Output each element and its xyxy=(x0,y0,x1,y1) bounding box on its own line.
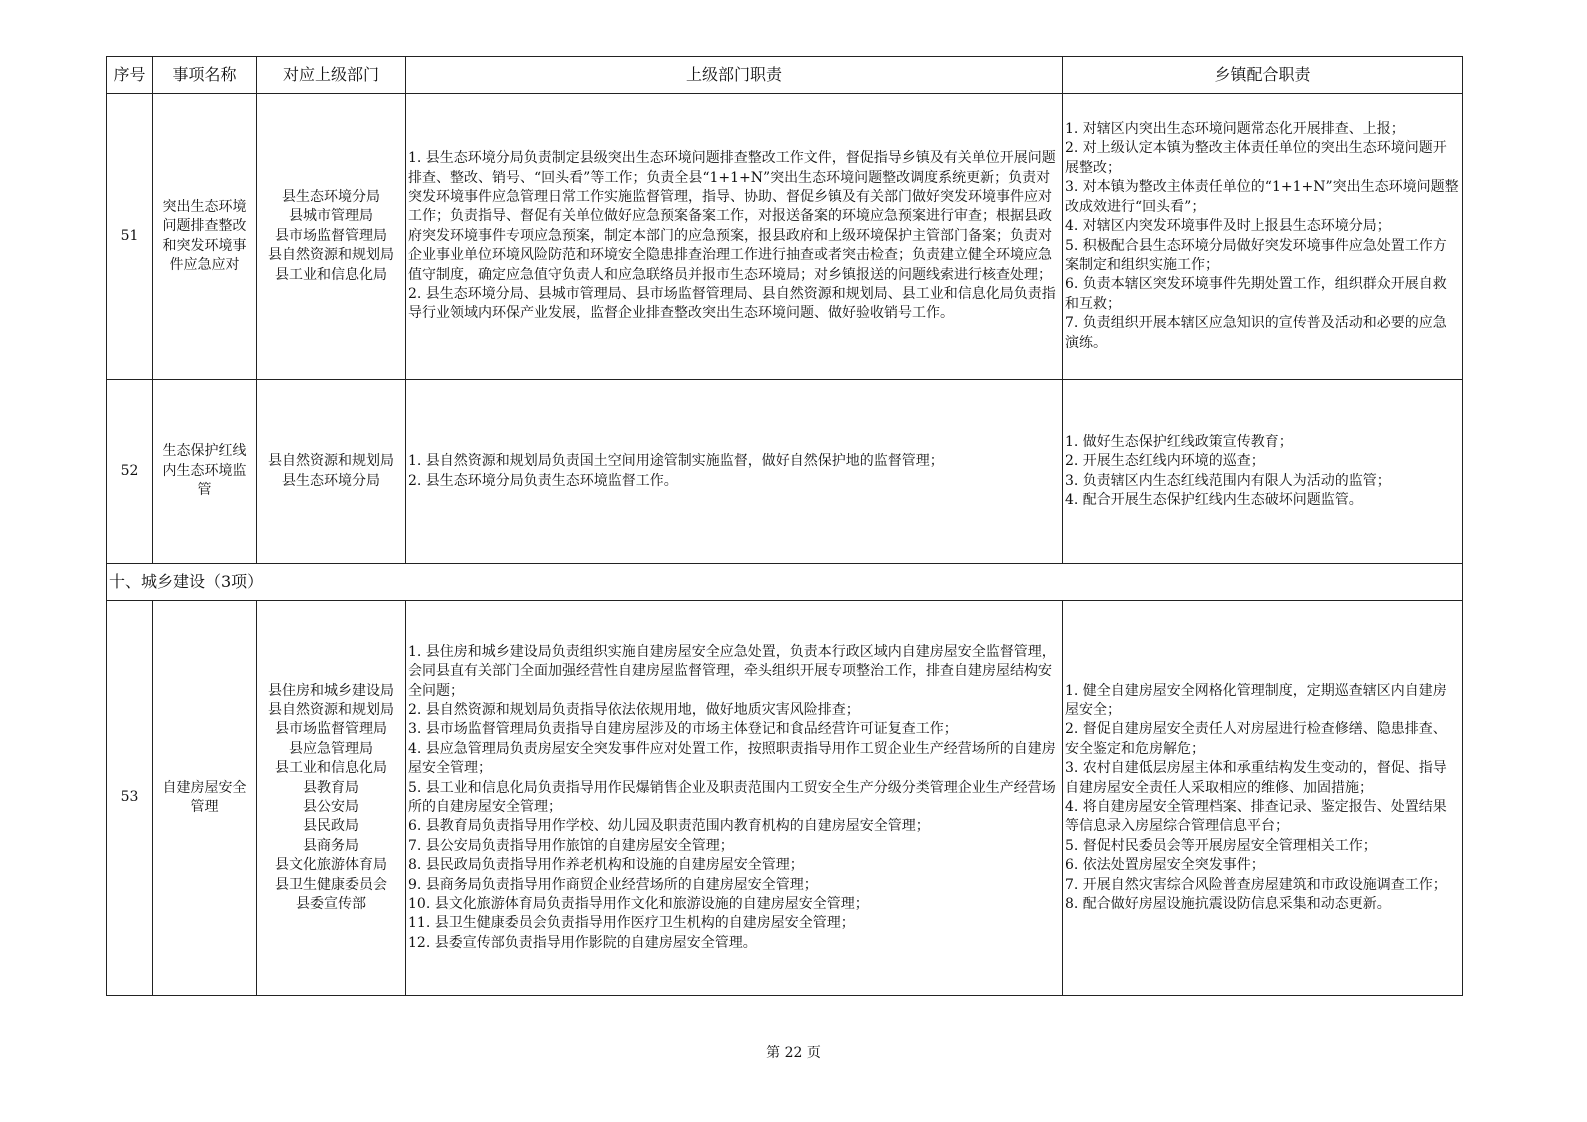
row-number: 51 xyxy=(107,94,153,380)
duty-item: 1. 县生态环境分局负责制定县级突出生态环境问题排查整改工作文件，督促指导乡镇及有关单位开展问题排查、整改、销号、“回头看”等工作；负责全县“1+1+N”突出生态环境问题整改调度系统更新；负责对突发环境事件应急管理日常工作实施监督管理，指导、协助、督促乡镇及有关部门做好突发环境事件应对工作；负责指导、督促有关单位做好应急预案备案工作，对报送备案的环境应急预案进行审查；根据县政府突发环境事件专项应急预案，制定本部门的应急预案，报县政府和上级环境保护主管部门备案；负责对企业事业单位环境风险防范和环境安全隐患排查治理工作进行抽查或者突击检查；负责建立健全环境应急值守制度，确定应急值守负责人和应急联络员并报市生态环境局；对乡镇报送的问题线索进行核查处理； xyxy=(408,150,1056,283)
section-title: 十、城乡建设（3项） xyxy=(107,564,1463,601)
header-dept: 对应上级部门 xyxy=(257,57,406,94)
dept-name: 县市场监督管理局 xyxy=(275,227,387,244)
duty-item: 8. 县民政局负责指导用作养老机构和设施的自建房屋安全管理； xyxy=(408,857,804,874)
upper-duty-cell xyxy=(406,94,1063,380)
duty-item: 2. 县生态环境分局、县城市管理局、县市场监督管理局、县自然资源和规划局、县工业和信息化局负责指导行业领域内环保产业发展，监督企业排查整改突出生态环境问题、做好验收销号工作。 xyxy=(408,286,1056,322)
duty-item: 6. 县教育局负责指导用作学校、幼儿园及职责范围内教育机构的自建房屋安全管理； xyxy=(408,818,930,835)
header-no: 序号 xyxy=(107,57,153,94)
item-name xyxy=(153,380,257,564)
dept-name: 县教育局 xyxy=(303,779,359,796)
duty-item: 5. 县工业和信息化局负责指导用作民爆销售企业及职责范围内工贸安全生产分级分类管理企业生产经营场所的自建房屋安全管理； xyxy=(408,779,1056,815)
header-upper-duty: 上级部门职责 xyxy=(406,57,1063,94)
duty-item: 1. 做好生态保护红线政策宣传教育； xyxy=(1065,433,1293,450)
header-item-name: 事项名称 xyxy=(153,57,257,94)
upper-duty-cell xyxy=(406,601,1063,996)
duty-item: 11. 县卫生健康委员会负责指导用作医疗卫生机构的自建房屋安全管理； xyxy=(408,915,855,932)
dept-name: 县商务局 xyxy=(303,837,359,854)
dept-name: 县卫生健康委员会 xyxy=(275,876,387,893)
dept-name: 县委宣传部 xyxy=(296,896,366,913)
dept-cell xyxy=(257,601,406,996)
page-number: 第 22 页 xyxy=(766,1045,821,1061)
dept-name: 县自然资源和规划局 xyxy=(268,247,394,264)
dept-cell xyxy=(257,94,406,380)
dept-name: 县住房和城乡建设局 xyxy=(268,682,394,699)
duty-item: 5. 督促村民委员会等开展房屋安全管理相关工作； xyxy=(1065,837,1377,854)
dept-name: 县城市管理局 xyxy=(289,208,373,225)
duty-item: 5. 积极配合县生态环境分局做好突发环境事件应急处置工作方案制定和组织实施工作； xyxy=(1065,237,1447,273)
duty-item: 4. 配合开展生态保护红线内生态破坏问题监管。 xyxy=(1065,491,1363,508)
duty-item: 2. 对上级认定本镇为整改主体责任单位的突出生态环境问题开展整改； xyxy=(1065,140,1447,176)
duty-item: 3. 县市场监督管理局负责指导自建房屋涉及的市场主体登记和食品经营许可证复查工作； xyxy=(408,721,958,738)
dept-name: 县应急管理局 xyxy=(289,740,373,757)
dept-name: 县市场监督管理局 xyxy=(275,721,387,738)
duty-item: 9. 县商务局负责指导用作商贸企业经营场所的自建房屋安全管理； xyxy=(408,876,818,893)
dept-name: 县工业和信息化局 xyxy=(275,760,387,777)
duty-item: 7. 开展自然灾害综合风险普查房屋建筑和市政设施调查工作； xyxy=(1065,876,1447,893)
dept-name: 县生态环境分局 xyxy=(282,188,380,205)
dept-name: 县工业和信息化局 xyxy=(275,266,387,283)
duty-item: 6. 依法处置房屋安全突发事件； xyxy=(1065,857,1265,874)
duty-item: 2. 督促自建房屋安全责任人对房屋进行检查修缮、隐患排查、安全鉴定和危房解危； xyxy=(1065,721,1447,757)
item-name xyxy=(153,94,257,380)
section-row xyxy=(107,564,1463,601)
header-town-duty: 乡镇配合职责 xyxy=(1063,57,1463,94)
item-name xyxy=(153,601,257,996)
duty-table xyxy=(106,56,1463,996)
dept-name: 县自然资源和规划局 xyxy=(268,453,394,470)
town-duty-cell xyxy=(1063,380,1463,564)
duty-item: 12. 县委宣传部负责指导用作影院的自建房屋安全管理。 xyxy=(408,934,757,951)
duty-item: 4. 县应急管理局负责房屋安全突发事件应对处置工作，按照职责指导用作工贸企业生产经营场所的自建房屋安全管理； xyxy=(408,740,1056,777)
row-number: 53 xyxy=(107,601,153,996)
row-number: 52 xyxy=(107,380,153,564)
duty-item: 10. 县文化旅游体育局负责指导用作文化和旅游设施的自建房屋安全管理； xyxy=(408,896,869,913)
dept-cell xyxy=(257,380,406,564)
table-row xyxy=(107,601,1463,996)
duty-item: 3. 对本镇为整改主体责任单位的“1+1+N”突出生态环境问题整改成效进行“回头看”； xyxy=(1065,179,1459,215)
dept-name: 县文化旅游体育局 xyxy=(275,857,387,874)
item-name-text: 突出生态环境问题排查整改和突发环境事件应急应对 xyxy=(162,198,247,273)
town-duty-cell xyxy=(1063,601,1463,996)
upper-duty-cell xyxy=(406,380,1063,564)
item-name-text: 生态保护红线内生态环境监管 xyxy=(162,443,247,499)
duty-item: 1. 县自然资源和规划局负责国土空间用途管制实施监督，做好自然保护地的监督管理； xyxy=(408,453,944,470)
table-row xyxy=(107,380,1463,564)
duty-item: 7. 负责组织开展本辖区应急知识的宣传普及活动和必要的应急演练。 xyxy=(1065,315,1447,351)
dept-name: 县民政局 xyxy=(303,818,359,835)
duty-item: 2. 县自然资源和规划局负责指导依法依规用地，做好地质灾害风险排查； xyxy=(408,701,860,718)
town-duty-cell xyxy=(1063,94,1463,380)
duty-item: 1. 县住房和城乡建设局负责组织实施自建房屋安全应急处置，负责本行政区域内自建房屋安全监督管理，会同县直有关部门全面加强经营性自建房屋监督管理，牵头组织开展专项整治工作，排查自建房屋结构安全问题； xyxy=(408,643,1056,699)
duty-item: 3. 负责辖区内生态红线范围内有限人为活动的监管； xyxy=(1065,472,1391,489)
dept-name: 县公安局 xyxy=(303,799,359,815)
table-row xyxy=(107,94,1463,380)
duty-item: 6. 负责本辖区突发环境事件先期处置工作，组织群众开展自救和互救； xyxy=(1065,276,1447,312)
duty-item: 4. 将自建房屋安全管理档案、排查记录、鉴定报告、处置结果等信息录入房屋综合管理信息平台； xyxy=(1065,799,1447,835)
duty-item: 2. 开展生态红线内环境的巡查； xyxy=(1065,453,1265,470)
dept-name: 县生态环境分局 xyxy=(282,472,380,489)
header-row xyxy=(107,57,1463,94)
item-name-text: 自建房屋安全管理 xyxy=(162,779,247,815)
duty-item: 2. 县生态环境分局负责生态环境监督工作。 xyxy=(408,472,678,489)
duty-item: 8. 配合做好房屋设施抗震设防信息采集和动态更新。 xyxy=(1065,896,1391,913)
duty-item: 1. 对辖区内突出生态环境问题常态化开展排查、上报； xyxy=(1065,121,1405,138)
duty-item: 4. 对辖区内突发环境事件及时上报县生态环境分局； xyxy=(1065,218,1391,235)
duty-item: 7. 县公安局负责指导用作旅馆的自建房屋安全管理； xyxy=(408,837,734,854)
dept-name: 县自然资源和规划局 xyxy=(268,701,394,718)
duty-item: 3. 农村自建低层房屋主体和承重结构发生变动的，督促、指导自建房屋安全责任人采取相应的维修、加固措施； xyxy=(1065,760,1447,796)
duty-item: 1. 健全自建房屋安全网格化管理制度，定期巡查辖区内自建房屋安全； xyxy=(1065,682,1447,718)
